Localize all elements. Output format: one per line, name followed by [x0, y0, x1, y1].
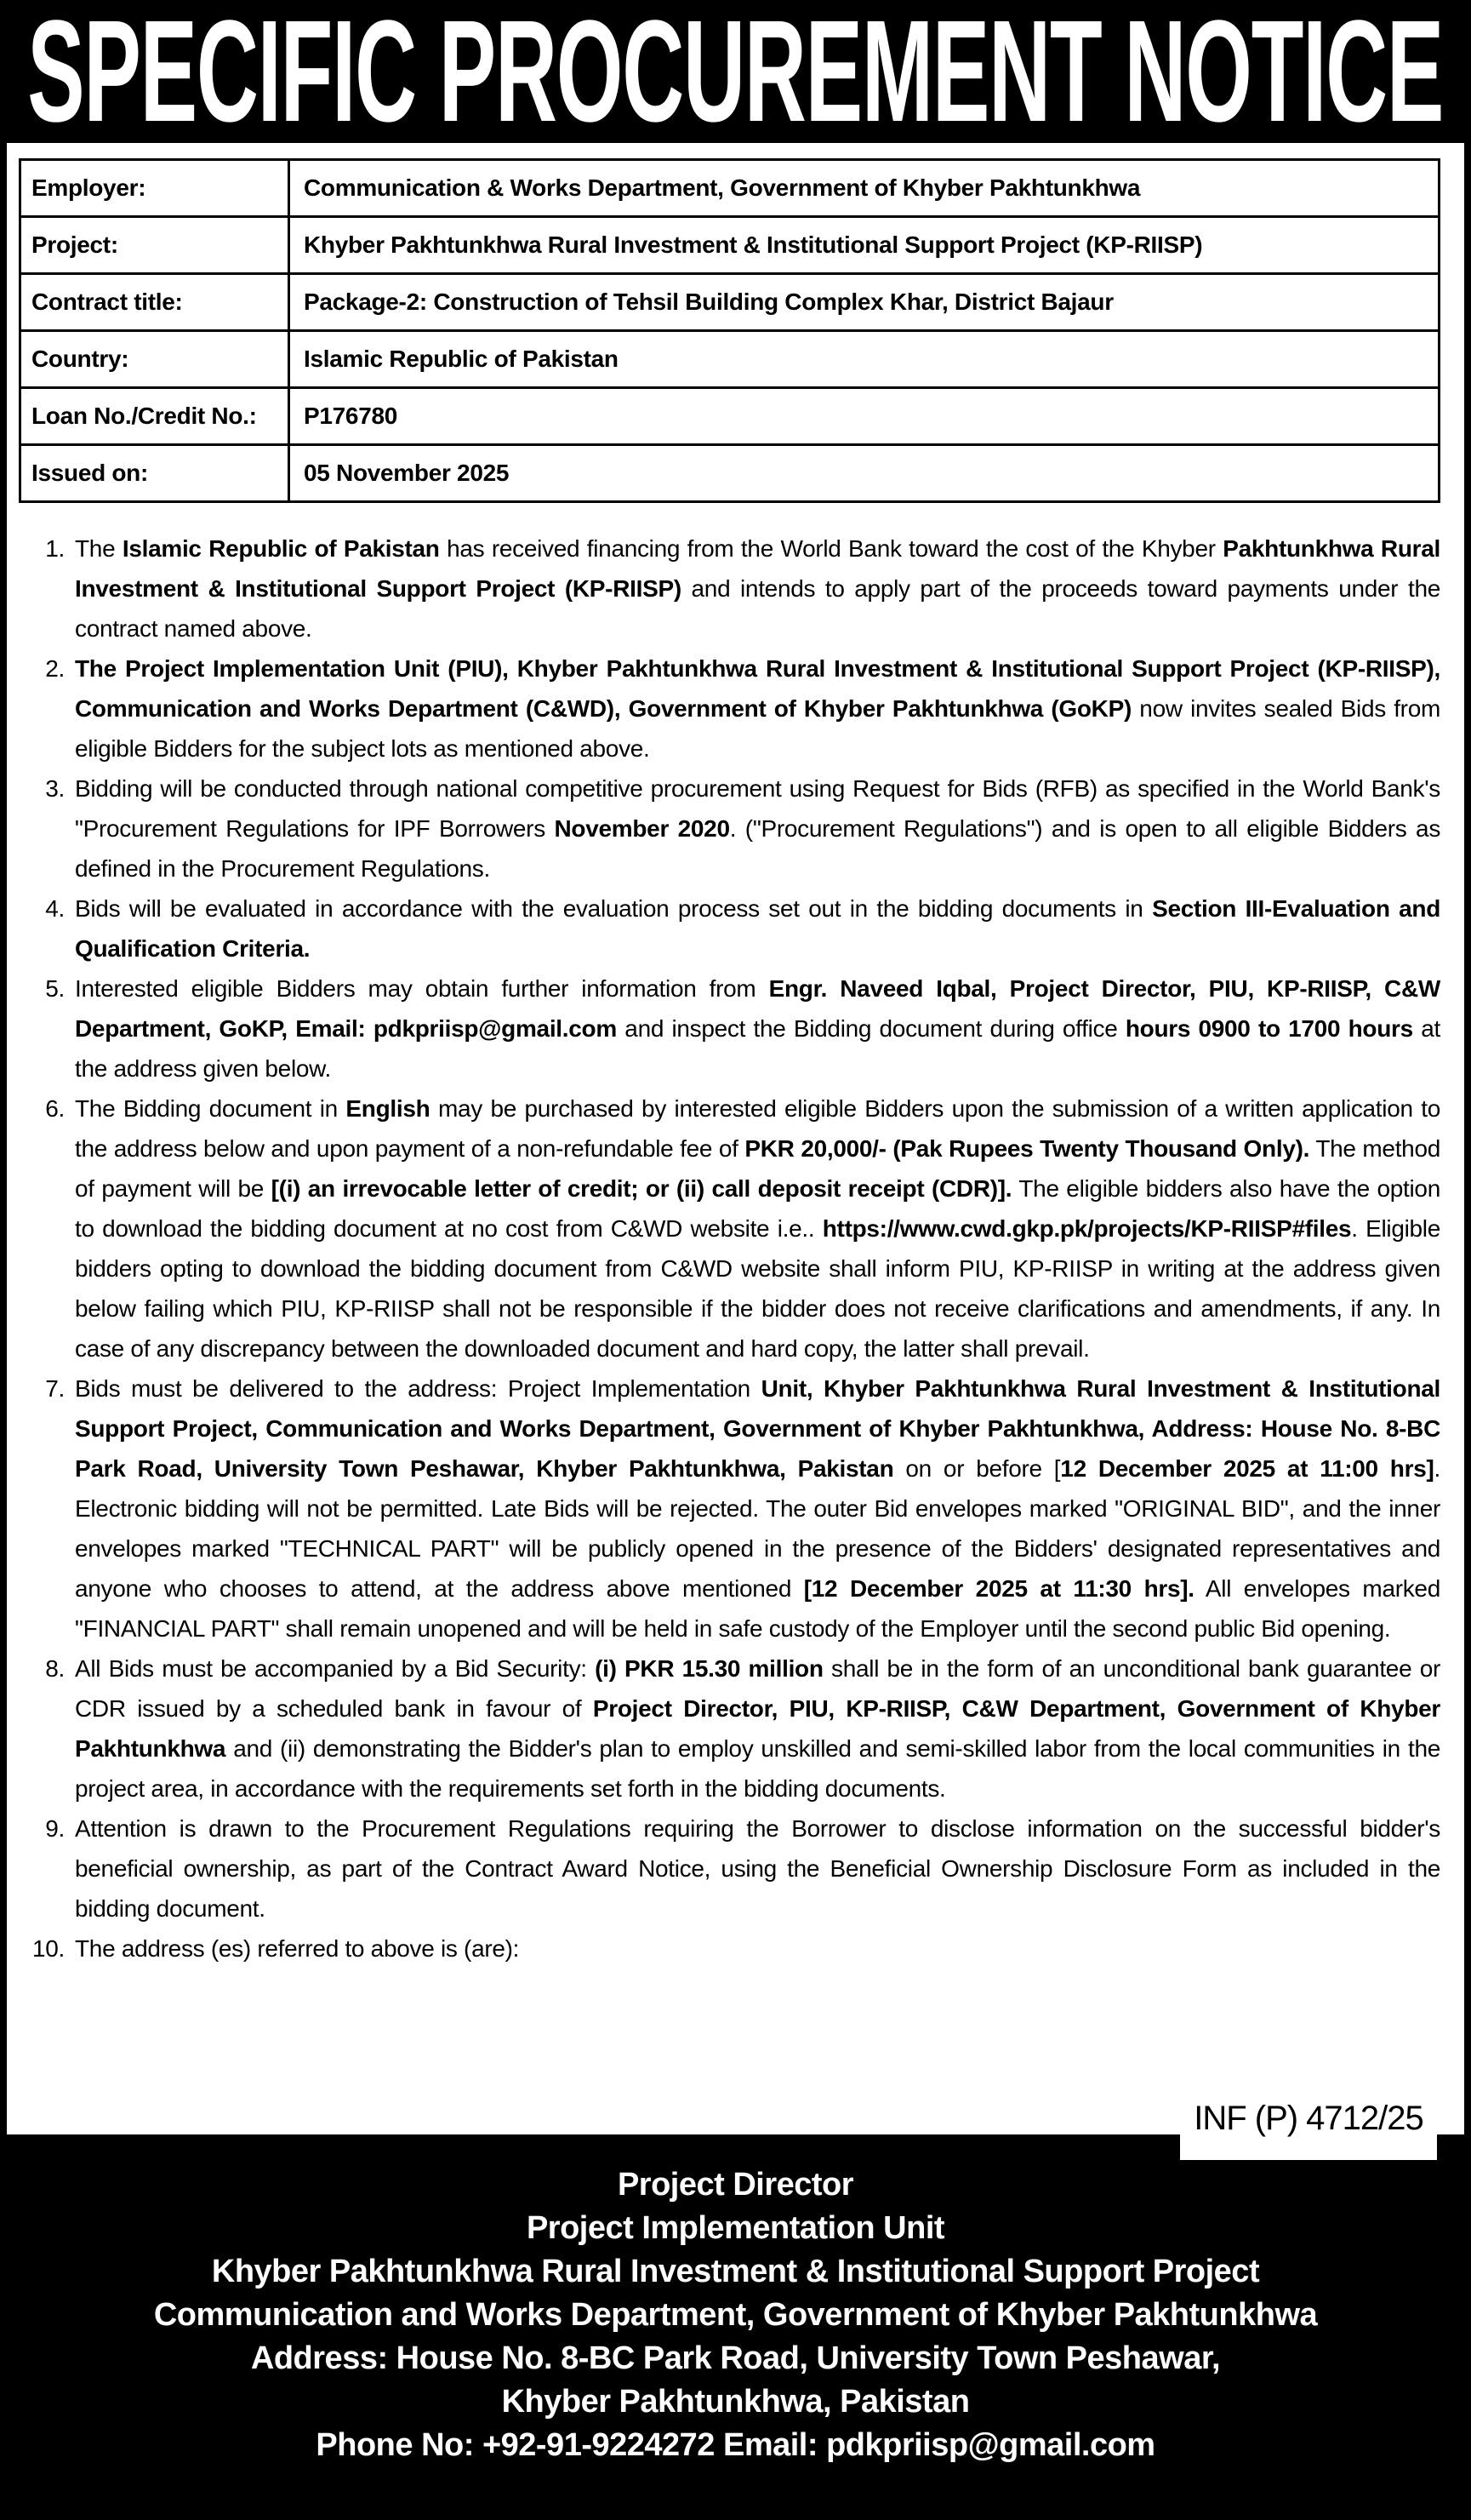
footer-line: Khyber Pakhtunkhwa, Pakistan — [501, 2384, 970, 2420]
list-item — [19, 1369, 1440, 1649]
notice-banner — [0, 0, 1471, 143]
contract-info-table — [19, 158, 1440, 503]
list-item — [19, 1089, 1440, 1369]
item-number: 5. — [45, 975, 65, 1002]
item-text: Bidding will be conducted through national competitive procurement using Request for Bids (RFB) as specified in the World Bank's "Procurement Regulations for IPF Borrowers November 2020. ("Procurement Regulations") and is open to all eligible Bidders as defined in the Procurement Regulations. — [75, 775, 1441, 882]
item-number: 8. — [45, 1655, 65, 1682]
row-value: Khyber Pakhtunkhwa Rural Investment & Institutional Support Project (KP-RIISP) — [289, 217, 1440, 274]
list-item — [19, 1809, 1440, 1929]
contract-info-rows — [20, 160, 1440, 502]
item-text: Bids will be evaluated in accordance with the evaluation process set out in the bidding documents in Section III-Evaluation and Qualification Criteria. — [75, 895, 1440, 962]
footer-line: Project Implementation Unit — [526, 2210, 945, 2246]
item-text: The Bidding document in English may be purchased by interested eligible Bidders upon the submission of a written application to the address below and upon payment of a non-refundable fee of PKR 20,000/- (Pak Rupees Twenty Thousand Only). The method of payment will be [(i) an irrevocable letter of credit; or (ii) call deposit receipt (CDR)]. The eligible bidders also have the option to download the bidding document at no cost from C&WD website i.e.. https://www.cwd.gkp.pk/projects/KP-RIISP#files. Eligible bidders opting to download the bidding document from C&WD website shall inform PIU, KP-RIISP in writing at the address given below failing which PIU, KP-RIISP shall not be responsible if the bidder does not receive clarifications and amendments, if any. In case of any discrepancy between the downloaded document and hard copy, the latter shall prevail. — [75, 1095, 1440, 1362]
row-label: Issued on: — [20, 445, 289, 502]
row-label: Employer: — [20, 160, 289, 217]
row-label: Country: — [20, 331, 289, 388]
notice-list — [19, 529, 1440, 1969]
item-text: The address (es) referred to above is (are): — [75, 1935, 520, 1962]
table-row — [20, 388, 1440, 445]
footer-line: Project Director — [617, 2167, 854, 2203]
row-label: Project: — [20, 217, 289, 274]
table-row — [20, 274, 1440, 331]
item-number: 9. — [45, 1815, 65, 1842]
advert-reference-text: INF (P) 4712/25 — [1194, 2099, 1423, 2137]
table-row — [20, 217, 1440, 274]
footer-line: Address: House No. 8-BC Park Road, University Town Peshawar, — [250, 2340, 1221, 2376]
list-item — [19, 969, 1440, 1089]
item-text: Bids must be delivered to the address: Project Implementation Unit, Khyber Pakhtunkhwa Rural Investment & Institutional Support Project, Communication and Works Department, Government of Khyber Pakhtunkhwa, Address: House No. 8-BC Park Road, University Town Peshawar, Khyber Pakhtunkhwa, Pakistan on or before [12 December 2025 at 11:00 hrs]. Electronic bidding will not be permitted. Late Bids will be rejected. The outer Bid envelopes marked "ORIGINAL BID", and the inner envelopes marked "TECHNICAL PART" will be publicly opened in the presence of the Bidders' designated representatives and anyone who chooses to attend, at the address above mentioned [12 December 2025 at 11:30 hrs]. All envelopes marked "FINANCIAL PART" shall remain unopened and will be held in safe custody of the Employer until the second public Bid opening. — [75, 1375, 1441, 1642]
item-text: Interested eligible Bidders may obtain further information from Engr. Naveed Iqbal, Project Director, PIU, KP-RIISP, C&W Department, GoKP, Email: pdkpriisp@gmail.com and inspect the Bidding document during office hours 0900 to 1700 hours at the address given below. — [75, 975, 1440, 1082]
item-number: 4. — [45, 895, 65, 922]
row-label: Loan No./Credit No.: — [20, 388, 289, 445]
list-item — [19, 649, 1440, 769]
item-number: 10. — [31, 1935, 65, 1962]
advert-reference-tab — [1180, 2077, 1437, 2160]
notice-sheet — [7, 143, 1464, 2134]
list-item — [19, 1649, 1440, 1809]
footer-line: Phone No: +92-91-9224272 Email: pdkpriisp@gmail.com — [316, 2427, 1155, 2463]
page-title: SPECIFIC PROCUREMENT NOTICE — [27, 0, 1444, 143]
item-number: 6. — [45, 1095, 65, 1122]
list-item — [19, 769, 1440, 889]
item-number: 2. — [45, 655, 65, 682]
item-text: All Bids must be accompanied by a Bid Security: (i) PKR 15.30 million shall be in the form of an unconditional bank guarantee or CDR issued by a scheduled bank in favour of Project Director, PIU, KP-RIISP, C&W Department, Government of Khyber Pakhtunkhwa and (ii) demonstrating the Bidder's plan to employ unskilled and semi-skilled labor from the local communities in the project area, in accordance with the requirements set forth in the bidding documents. — [75, 1655, 1441, 1802]
row-label: Contract title: — [20, 274, 289, 331]
row-value: Communication & Works Department, Government of Khyber Pakhtunkhwa — [289, 160, 1440, 217]
item-number: 3. — [45, 775, 65, 802]
row-value: 05 November 2025 — [289, 445, 1440, 502]
footer-line: Communication and Works Department, Government of Khyber Pakhtunkhwa — [153, 2297, 1318, 2333]
row-value: P176780 — [289, 388, 1440, 445]
table-row — [20, 445, 1440, 502]
list-item — [19, 889, 1440, 969]
table-row — [20, 331, 1440, 388]
item-number: 7. — [45, 1375, 65, 1402]
row-value: Package-2: Construction of Tehsil Building Complex Khar, District Bajaur — [289, 274, 1440, 331]
list-item — [19, 529, 1440, 649]
item-text: The Project Implementation Unit (PIU), Khyber Pakhtunkhwa Rural Investment & Institutional Support Project (KP-RIISP), Communication and Works Department (C&WD), Government of Khyber Pakhtunkhwa (GoKP) now invites sealed Bids from eligible Bidders for the subject lots as mentioned above. — [75, 655, 1441, 762]
item-number: 1. — [45, 535, 65, 562]
contact-footer — [0, 2134, 1471, 2520]
item-text: The Islamic Republic of Pakistan has received financing from the World Bank toward the cost of the Khyber Pakhtunkhwa Rural Investment & Institutional Support Project (KP-RIISP) and intends to apply part of the proceeds toward payments under the contract named above. — [75, 535, 1441, 642]
item-text: Attention is drawn to the Procurement Regulations requiring the Borrower to disclose information on the successful bidder's beneficial ownership, as part of the Contract Award Notice, using the Beneficial Ownership Disclosure Form as included in the bidding document. — [75, 1815, 1440, 1922]
list-item — [19, 1929, 1440, 1969]
row-value: Islamic Republic of Pakistan — [289, 331, 1440, 388]
table-row — [20, 160, 1440, 217]
footer-line: Khyber Pakhtunkhwa Rural Investment & Institutional Support Project — [211, 2254, 1260, 2289]
